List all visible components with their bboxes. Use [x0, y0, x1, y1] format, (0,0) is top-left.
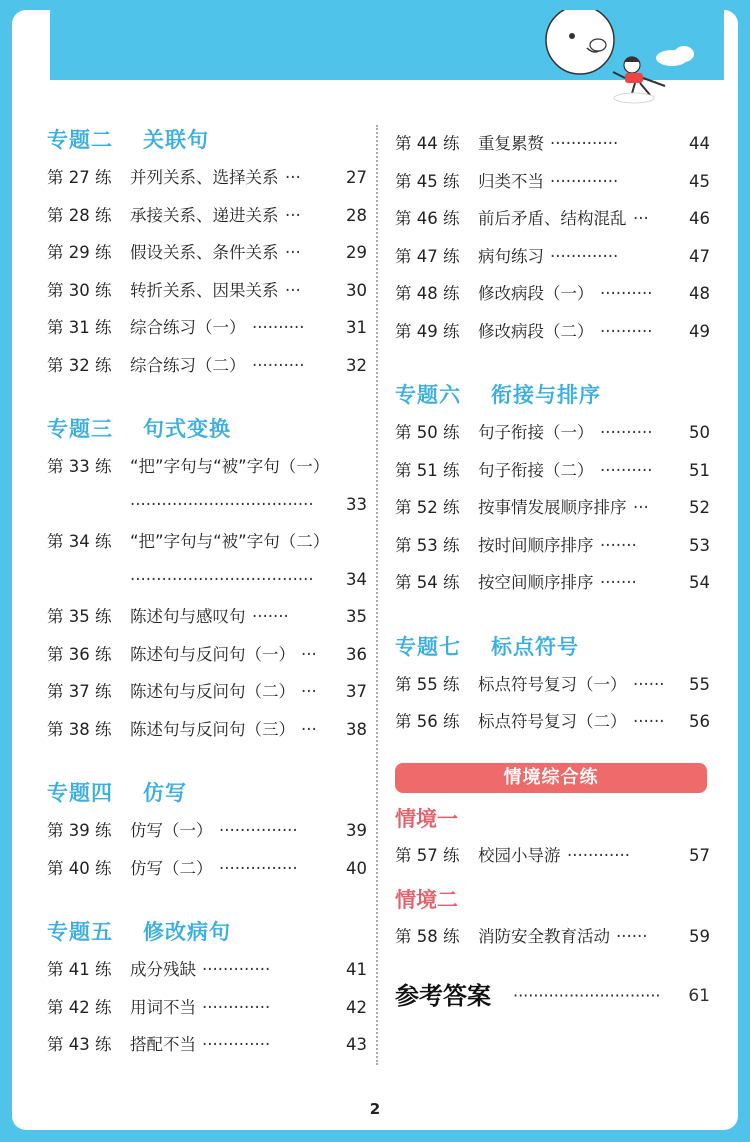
- exercise-title: 仿写（一）: [130, 821, 213, 840]
- exercise-title: 句子衔接（一）: [478, 423, 594, 442]
- exercise-title: “把”字句与“被”字句（一）: [130, 457, 330, 476]
- page-ref: 31: [346, 318, 367, 337]
- answers-label: 参考答案: [395, 981, 491, 1010]
- exercise-number: 第 57 练: [395, 845, 460, 865]
- toc-entry[interactable]: [47, 989, 367, 1027]
- exercise-number: 第 52 练: [395, 498, 460, 517]
- page-ref: 54: [689, 573, 710, 592]
- exercise-title: 假设关系、条件关系: [130, 243, 279, 262]
- leader-dots: ··········: [600, 284, 653, 303]
- exercise-title: 承接关系、递进关系: [130, 205, 279, 225]
- exercise-number: 第 48 练: [395, 284, 460, 303]
- page-ref: 44: [689, 134, 710, 153]
- exercise-number: 第 51 练: [395, 460, 460, 480]
- topic-heading: [47, 778, 367, 808]
- topic-heading: [395, 380, 710, 410]
- leader-dots: ·······: [600, 573, 637, 592]
- toc-entry[interactable]: [395, 666, 710, 704]
- exercise-title: 修改病段（二）: [478, 321, 594, 341]
- page-ref: 56: [689, 712, 710, 731]
- exercise-number: 第 27 练: [47, 168, 112, 187]
- page-sheet: [12, 10, 738, 1130]
- exercise-number: 第 30 练: [47, 280, 112, 300]
- exercise-number: 第 33 练: [47, 457, 112, 476]
- exercise-title: 句子衔接（二）: [478, 460, 594, 480]
- toc-entry[interactable]: [395, 489, 710, 527]
- topic-number: 专题六: [395, 383, 461, 407]
- toc-entry[interactable]: [47, 951, 367, 989]
- exercise-number: 第 55 练: [395, 674, 460, 694]
- exercise-title: 成分残缺: [130, 960, 196, 979]
- toc-entry[interactable]: [47, 636, 367, 674]
- topic-name: 句式变换: [143, 417, 231, 441]
- leader-dots: ···: [301, 644, 317, 664]
- page-ref: 39: [346, 821, 367, 840]
- page-ref: 57: [689, 845, 710, 865]
- leader-dots: ···: [285, 168, 301, 187]
- answers-entry[interactable]: [395, 972, 710, 1020]
- exercise-number: 第 32 练: [47, 355, 112, 375]
- page-ref: 40: [346, 858, 367, 878]
- exercise-number: 第 31 练: [47, 318, 112, 337]
- exercise-title: 转折关系、因果关系: [130, 280, 279, 300]
- exercise-title: 综合练习（一）: [130, 318, 246, 337]
- toc-entry[interactable]: [395, 275, 710, 313]
- exercise-title: 修改病段（一）: [478, 284, 594, 303]
- page-ref: 29: [346, 243, 367, 262]
- topic-number: 专题三: [47, 417, 113, 441]
- exercise-number: 第 54 练: [395, 573, 460, 592]
- page-ref: 53: [689, 535, 710, 555]
- leader-dots: ···: [285, 280, 301, 300]
- exercise-number: 第 49 练: [395, 321, 460, 341]
- topic-number: 专题二: [47, 128, 113, 152]
- exercise-number: 第 50 练: [395, 423, 460, 442]
- page-ref: 36: [346, 644, 367, 664]
- leader-dots: ··········: [252, 318, 305, 337]
- toc-entry[interactable]: [395, 125, 710, 163]
- leader-dots: ·············: [202, 1035, 271, 1054]
- topic-number: 专题四: [47, 781, 113, 805]
- leader-dots: ·············: [202, 960, 271, 979]
- leader-dots: ···: [285, 205, 301, 225]
- toc-entry[interactable]: [47, 486, 367, 524]
- exercise-title: 标点符号复习（二）: [478, 712, 627, 731]
- exercise-number: 第 40 练: [47, 858, 112, 878]
- page-ref: 48: [689, 284, 710, 303]
- exercise-title: 按时间顺序排序: [478, 535, 594, 555]
- toc-left-column: [47, 125, 367, 1064]
- leader-dots: ···············: [219, 821, 298, 840]
- exercise-number: 第 34 练: [47, 532, 112, 551]
- leader-dots: ······: [633, 674, 665, 694]
- topic-name: 标点符号: [491, 634, 579, 659]
- page-ref: 45: [689, 171, 710, 191]
- exercise-title: 陈述句与反问句（一）: [130, 644, 295, 664]
- toc-entry[interactable]: [47, 309, 367, 347]
- toc-entry[interactable]: [395, 918, 710, 956]
- leader-dots: ···································: [130, 494, 314, 514]
- exercise-title: 陈述句与反问句（三）: [130, 719, 295, 739]
- topic-heading: [47, 414, 367, 444]
- page-ref: 30: [346, 280, 367, 300]
- column-divider: [376, 125, 378, 1065]
- toc-entry[interactable]: [47, 812, 367, 850]
- topic-number: 专题七: [395, 634, 461, 659]
- leader-dots: ··········: [252, 355, 305, 375]
- leader-dots: ···: [633, 209, 649, 228]
- leader-dots: ···: [301, 682, 317, 701]
- toc-entry[interactable]: [47, 673, 367, 711]
- exercise-number: 第 46 练: [395, 209, 460, 228]
- exercise-title: 按空间顺序排序: [478, 573, 594, 592]
- exercise-number: 第 29 练: [47, 243, 112, 262]
- page-ref: 50: [689, 423, 710, 442]
- topic-name: 仿写: [143, 781, 187, 805]
- page-ref: 55: [689, 674, 710, 694]
- scene-practice-banner: 情境综合练: [395, 763, 707, 793]
- topic-heading: [395, 632, 710, 662]
- leader-dots: ······: [633, 712, 665, 731]
- toc-entry[interactable]: [395, 837, 710, 875]
- leader-dots: ·······: [252, 607, 289, 626]
- exercise-number: 第 53 练: [395, 535, 460, 555]
- topic-heading: [47, 917, 367, 947]
- leader-dots: ·············: [202, 997, 271, 1017]
- leader-dots: ···: [285, 243, 301, 262]
- exercise-number: 第 47 练: [395, 246, 460, 266]
- exercise-title: 仿写（二）: [130, 858, 213, 878]
- toc-entry[interactable]: [395, 313, 710, 351]
- leader-dots: ··········: [600, 423, 653, 442]
- exercise-title: 重复累赘: [478, 134, 544, 153]
- exercise-number: 第 41 练: [47, 960, 112, 979]
- exercise-title: 搭配不当: [130, 1035, 196, 1054]
- page-ref: 59: [689, 927, 710, 946]
- toc-entry[interactable]: [47, 1026, 367, 1064]
- topic-heading: [47, 125, 367, 155]
- page-ref: 33: [346, 494, 367, 514]
- leader-dots: ··········: [600, 321, 653, 341]
- toc-entry[interactable]: [47, 448, 367, 486]
- toc-entry[interactable]: [47, 711, 367, 749]
- exercise-number: 第 37 练: [47, 682, 112, 701]
- leader-dots: ············: [567, 845, 630, 865]
- page-ref: 46: [689, 209, 710, 228]
- toc-entry[interactable]: [47, 850, 367, 888]
- exercise-title: “把”字句与“被”字句（二）: [130, 532, 330, 551]
- topic-name: 修改病句: [143, 920, 231, 944]
- topic-name: 关联句: [143, 128, 209, 152]
- exercise-number: 第 28 练: [47, 205, 112, 225]
- page-ref: 42: [346, 997, 367, 1017]
- toc-right-column: [395, 125, 710, 1020]
- leader-dots: ·············: [550, 246, 619, 266]
- leader-dots: ·······: [600, 535, 637, 555]
- exercise-title: 消防安全教育活动: [478, 927, 610, 946]
- toc-entry[interactable]: [395, 163, 710, 201]
- leader-dots: ···: [633, 498, 649, 517]
- exercise-title: 并列关系、选择关系: [130, 168, 279, 187]
- exercise-title: 陈述句与感叹句: [130, 607, 246, 626]
- exercise-number: 第 36 练: [47, 644, 112, 664]
- leader-dots: ·············: [550, 171, 619, 191]
- page-ref: 41: [346, 960, 367, 979]
- exercise-number: 第 39 练: [47, 821, 112, 840]
- toc-entry[interactable]: [47, 272, 367, 310]
- toc-entry[interactable]: [47, 561, 367, 599]
- leader-dots: ···································: [130, 569, 314, 589]
- toc-entry[interactable]: [395, 703, 710, 741]
- toc-entry[interactable]: [395, 238, 710, 276]
- exercise-number: 第 45 练: [395, 171, 460, 191]
- page-ref: 34: [346, 569, 367, 589]
- exercise-number: 第 44 练: [395, 134, 460, 153]
- leader-dots: ·············: [550, 134, 619, 153]
- exercise-number: 第 38 练: [47, 719, 112, 739]
- toc-entry[interactable]: [47, 347, 367, 385]
- toc-entry[interactable]: [47, 159, 367, 197]
- exercise-title: 前后矛盾、结构混乱: [478, 209, 627, 228]
- toc-entry[interactable]: [395, 414, 710, 452]
- scene-heading: 情境二: [395, 888, 458, 912]
- page-ref: 27: [346, 168, 367, 187]
- topic-name: 衔接与排序: [491, 383, 601, 407]
- exercise-title: 标点符号复习（一）: [478, 674, 627, 694]
- exercise-title: 校园小导游: [478, 845, 561, 865]
- toc-entry[interactable]: [395, 564, 710, 602]
- scene-heading: 情境一: [395, 806, 458, 831]
- exercise-number: 第 42 练: [47, 997, 112, 1017]
- exercise-title: 病句练习: [478, 246, 544, 266]
- page-ref: 52: [689, 498, 710, 517]
- page-ref: 32: [346, 355, 367, 375]
- toc-entry[interactable]: [395, 527, 710, 565]
- exercise-title: 陈述句与反问句（二）: [130, 682, 295, 701]
- leader-dots: ···············: [219, 858, 298, 878]
- page-number: 2: [369, 1100, 381, 1118]
- leader-dots: ··········: [600, 460, 653, 480]
- toc-entry[interactable]: [395, 200, 710, 238]
- moon-kid-illustration: [532, 10, 732, 110]
- page-ref: 61: [688, 985, 710, 1006]
- leader-dots: ·····························: [513, 985, 661, 1005]
- toc-entry[interactable]: [395, 452, 710, 490]
- toc-entry[interactable]: [47, 197, 367, 235]
- page-ref: 49: [689, 321, 710, 341]
- page-ref: 43: [346, 1035, 367, 1054]
- page-ref: 47: [689, 246, 710, 266]
- exercise-title: 用词不当: [130, 997, 196, 1017]
- toc-entry[interactable]: [47, 598, 367, 636]
- exercise-title: 归类不当: [478, 171, 544, 191]
- exercise-number: 第 58 练: [395, 927, 460, 946]
- exercise-number: 第 35 练: [47, 607, 112, 626]
- page-ref: 37: [346, 682, 367, 701]
- page-ref: 51: [689, 460, 710, 480]
- leader-dots: ···: [301, 719, 317, 739]
- exercise-title: 按事情发展顺序排序: [478, 498, 627, 517]
- leader-dots: ······: [616, 927, 648, 946]
- topic-number: 专题五: [47, 920, 113, 944]
- exercise-number: 第 43 练: [47, 1035, 112, 1054]
- page-ref: 28: [346, 205, 367, 225]
- exercise-number: 第 56 练: [395, 712, 460, 731]
- page-ref: 38: [346, 719, 367, 739]
- exercise-title: 综合练习（二）: [130, 355, 246, 375]
- page-ref: 35: [346, 607, 367, 626]
- toc-entry[interactable]: [47, 234, 367, 272]
- toc-entry[interactable]: [47, 523, 367, 561]
